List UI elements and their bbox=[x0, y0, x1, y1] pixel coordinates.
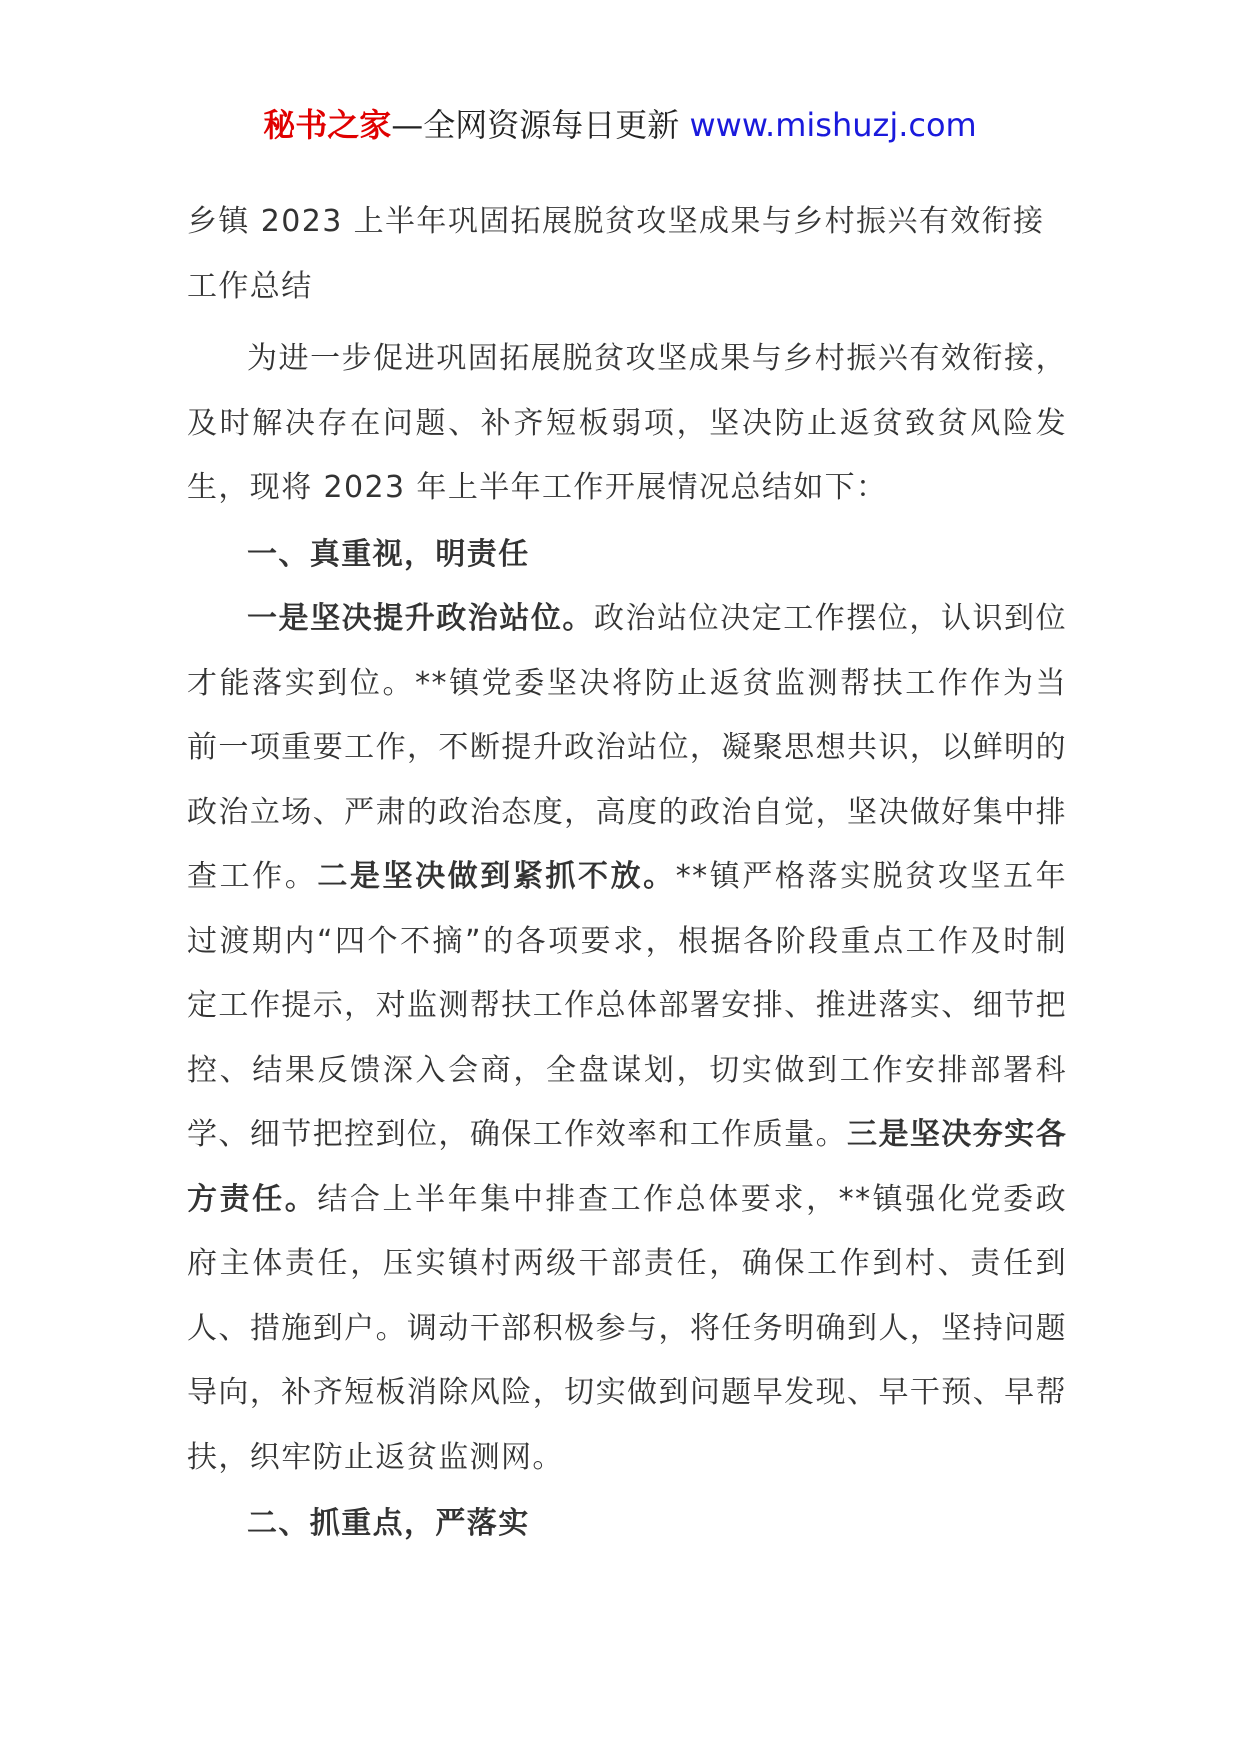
point-1-text: 政治站位决定工作摆位，认识到位才能落实到位。**镇党委坚决将防止返贫监测帮扶工作作为当前一项重要工作，不断提升政治站位，凝聚思想共识，以鲜明的政治立场、严肃的政治态度，高度的政治自觉，坚决做好集中排查工作。 bbox=[187, 601, 1067, 894]
site-url-link[interactable]: www.mishuzj.com bbox=[689, 106, 977, 144]
point-3-text: 结合上半年集中排查工作总体要求，**镇强化党委政府主体责任，压实镇村两级干部责任，确保工作到村、责任到人、措施到户。调动干部积极参与，将任务明确到人，坚持问题导向，补齐短板消除风险，切实做到问题早发现、早干预、早帮扶，织牢防止返贫监测网。 bbox=[187, 1181, 1067, 1475]
document-body bbox=[187, 190, 1067, 1557]
site-slogan: —全网资源每日更新 bbox=[391, 106, 690, 144]
section-heading-2: 二、抓重点，严落实 bbox=[247, 1506, 530, 1541]
title-line-2: 工作总结 bbox=[187, 268, 313, 304]
section-1-paragraph bbox=[187, 587, 1067, 1490]
document-title bbox=[187, 190, 1067, 319]
section-heading-1: 一、真重视，明责任 bbox=[247, 536, 530, 572]
point-1-lead: 一是坚决提升政治站位。 bbox=[247, 601, 594, 636]
point-3-lead: 三是坚决夯实各方责任。 bbox=[187, 1117, 1067, 1217]
title-line-1: 乡镇 2023 上半年巩固拓展脱贫攻坚成果与乡村振兴有效衔接 bbox=[187, 204, 1045, 239]
brand-name: 秘书之家 bbox=[263, 106, 392, 144]
point-2-text: **镇严格落实脱贫攻坚五年过渡期内“四个不摘”的各项要求，根据各阶段重点工作及时制定工作提示，对监测帮扶工作总体部署安排、推进落实、细节把控、结果反馈深入会商，全盘谋划，切实做到工作安排部署科学、细节把控到位，确保工作效率和工作质量。 bbox=[187, 859, 1068, 1152]
intro-paragraph: 为进一步促进巩固拓展脱贫攻坚成果与乡村振兴有效衔接，及时解决存在问题、补齐短板弱项，坚决防止返贫致贫风险发生，现将 2023 年上半年工作开展情况总结如下： bbox=[187, 341, 1067, 505]
point-2-lead: 二是坚决做到紧抓不放。 bbox=[317, 859, 676, 894]
site-header bbox=[0, 100, 1240, 150]
